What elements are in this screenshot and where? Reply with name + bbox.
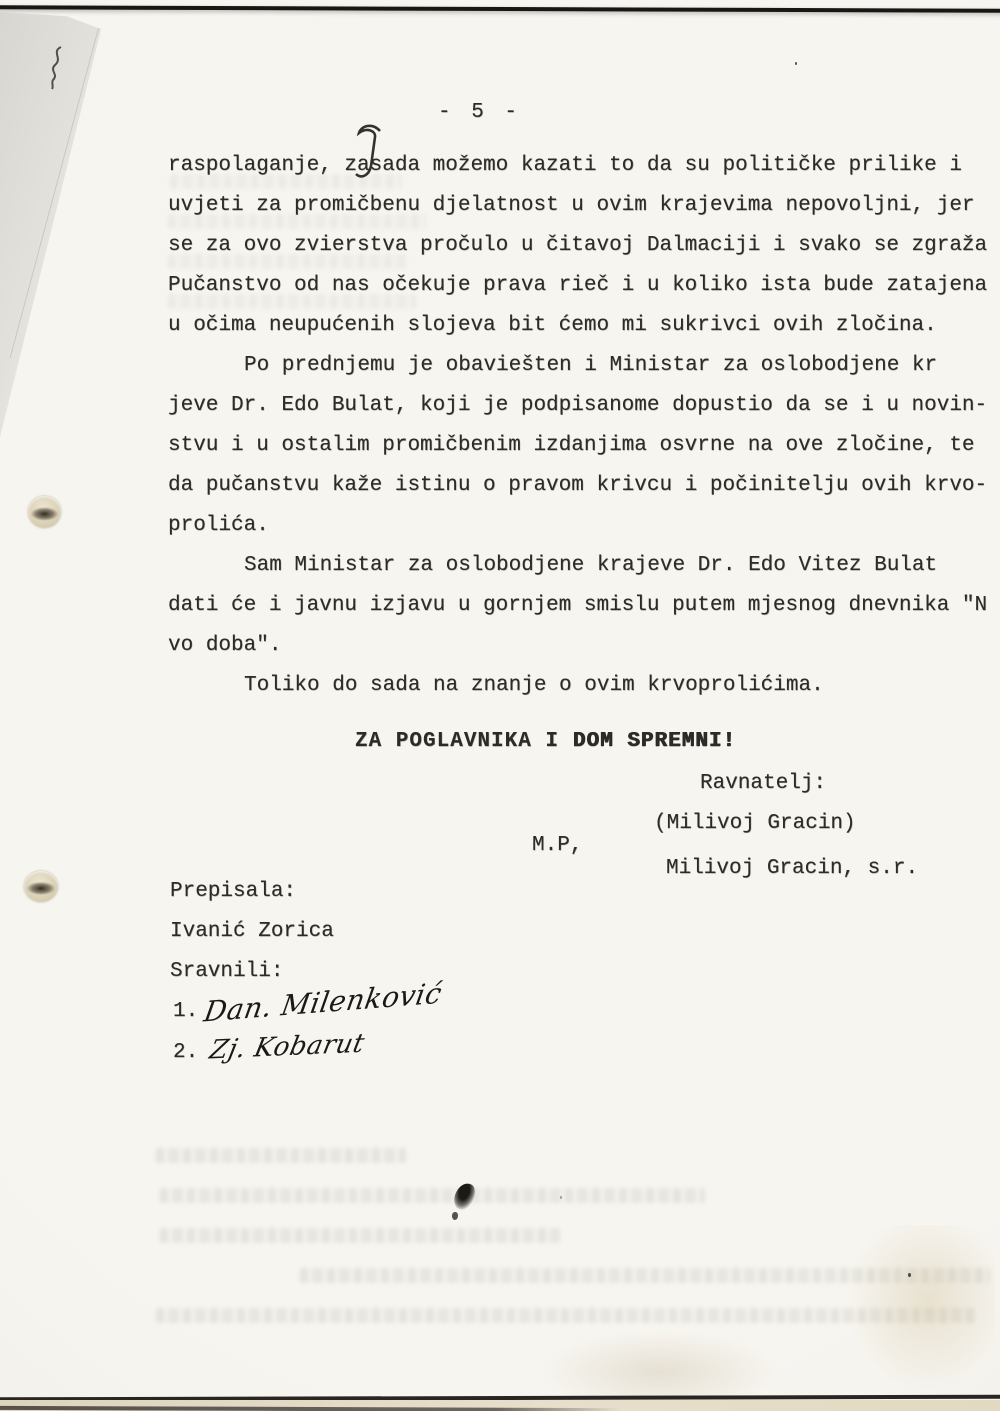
signature-name-paren: (Milivoj Gracin)	[654, 812, 856, 835]
ink-smudge	[452, 1181, 478, 1212]
backing-sheet-edge	[0, 1406, 620, 1411]
ink-speck	[452, 1212, 458, 1220]
verifier-index: 2.	[173, 1041, 199, 1064]
body-line: Pučanstvo od nas očekuje prava rieč i u koliko ista bude zatajena	[168, 274, 988, 297]
body-line: stvu i u ostalim promičbenim izdanjima osvrne na ove zločine, te	[168, 434, 975, 457]
body-line: vo doba".	[168, 634, 282, 657]
salute-heading	[355, 730, 736, 753]
paper-stain	[845, 1225, 995, 1390]
dust-speck	[795, 62, 797, 65]
body-line: uvjeti za promičbenu djelatnost u ovim krajevima nepovoljni, jer	[168, 194, 975, 217]
bleed-through-text	[156, 1148, 406, 1163]
hole-punch	[28, 496, 61, 528]
body-line: u očima neupućenih slojeva bit ćemo mi sukrivci ovih zločina.	[168, 314, 937, 337]
scan-top-edge	[0, 5, 1000, 13]
seal-abbreviation: M.P,	[532, 834, 583, 857]
bleed-through-text	[160, 1228, 560, 1243]
body-line: raspolaganje, zasada možemo kazati to da su političke prilike i	[168, 154, 962, 177]
verifier-index: 1.	[173, 1000, 199, 1023]
handwritten-signature: Dan. Milenković	[201, 976, 445, 1029]
signature-title: Ravnatelj:	[700, 772, 827, 795]
body-line: jeve Dr. Edo Bulat, koji je podpisanome dopustio da se i u novin-	[168, 394, 988, 417]
body-line: prolića.	[168, 514, 269, 537]
paper-stain	[540, 1330, 780, 1400]
dust-speck	[908, 1273, 911, 1277]
page-number: - 5 -	[438, 101, 522, 124]
backing-sheet	[0, 1400, 1000, 1411]
hole-punch	[24, 871, 58, 902]
handwritten-signature: Zj. Kobarut	[206, 1028, 368, 1066]
transcriber-name: Ivanić Zorica	[170, 920, 334, 943]
document-body	[168, 146, 1000, 706]
body-line: se za ovo zvierstva pročulo u čitavoj Dalmaciji i svako se zgraža	[168, 234, 988, 257]
body-line: Toliko do sada na znanje o ovim krvoprolićima.	[244, 674, 824, 697]
body-line: da pučanstvu kaže istinu o pravom krivcu i počinitelju ovih krvo-	[168, 474, 988, 497]
pen-squiggle-mark	[46, 44, 70, 92]
salute-emphasis: DOM SPREMNI!	[572, 730, 736, 753]
body-line: dati će i javnu izjavu u gornjem smislu putem mjesnog dnevnika "N	[168, 594, 988, 617]
dust-speck	[560, 1196, 562, 1199]
body-line: Po prednjemu je obaviešten i Ministar za oslobodjene kr	[244, 354, 938, 377]
body-line: Sam Ministar za oslobodjene krajeve Dr. Edo Vitez Bulat	[244, 554, 938, 577]
transcriber-label: Prepisala:	[170, 880, 297, 903]
bleed-through-text	[160, 1188, 705, 1203]
salute-lead: ZA POGLAVNIKA I	[355, 730, 573, 753]
verifiers-label: Sravnili:	[170, 960, 284, 983]
signature-name-sr: Milivoj Gracin, s.r.	[666, 857, 919, 880]
